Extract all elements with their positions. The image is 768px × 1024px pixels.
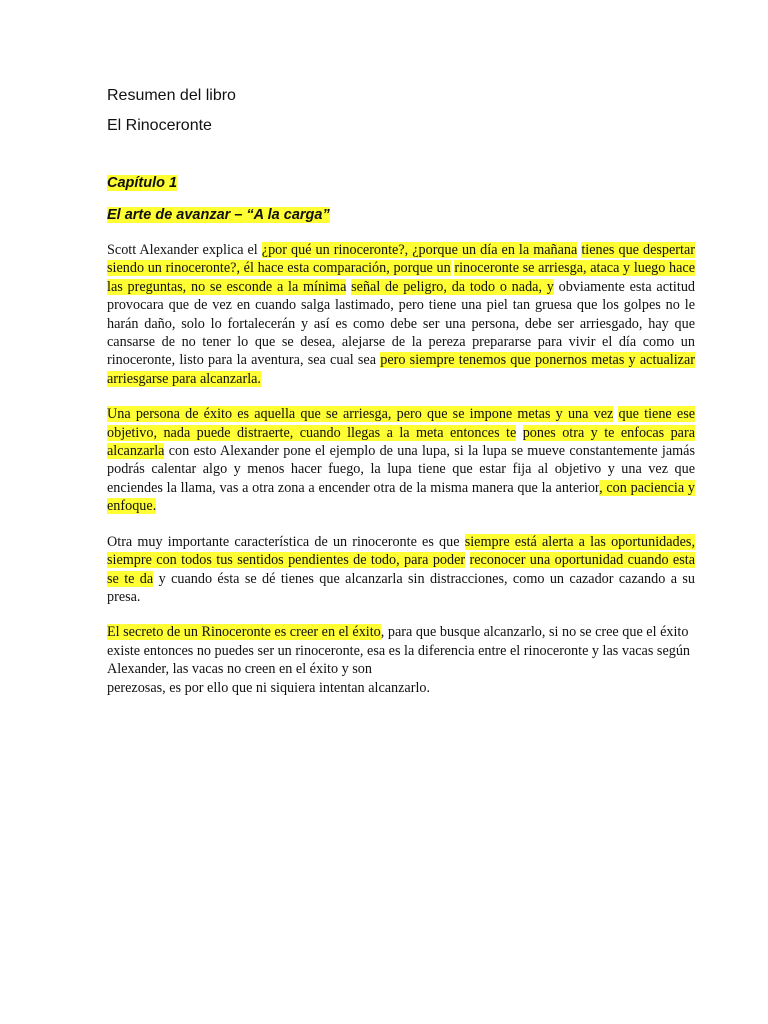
body-text: perezosas, es por ello que ni siquiera intentan alcanzarlo. — [107, 679, 431, 696]
highlighted-text: pones otra y te enfocas para alcanzarla — [107, 424, 696, 460]
chapter-number-text: Capítulo 1 — [107, 175, 178, 191]
highlighted-text: que tiene ese objetivo, nada puede distraerte, cuando llegas a la meta entonces te — [107, 406, 696, 441]
paragraph-3 — [107, 533, 695, 607]
document-page — [107, 86, 695, 697]
highlighted-text: El secreto de un Rinoceronte es creer en el éxito — [107, 624, 381, 641]
body-text — [465, 552, 469, 568]
chapter-number — [107, 174, 695, 192]
paragraph-2 — [107, 405, 695, 515]
body-text: obviamente esta actitud provocara que de vez en cuando salga lastimado, pero tiene una piel tan gruesa que los golpes no le harán daño, solo lo fortalecerán y así es como debe ser una persona, debe ser arriesgado, hay que cansarse de no tener lo que se desea, alejarse de la pereza prepararse para vivir el día como un rinoceronte, listo para la aventura, sea cual sea — [107, 278, 696, 369]
highlighted-text: , con paciencia y — [599, 479, 695, 496]
highlighted-text: enfoque. — [107, 498, 157, 515]
paragraph-4 — [107, 623, 695, 697]
highlighted-text: tienes que despertar siendo un rinoceronte?, él hace esta comparación, porque un — [107, 242, 695, 277]
body-text — [516, 425, 522, 441]
highlighted-text: siempre está alerta a las oportunidades, siempre con todos tus sentidos pendientes de todo, para poder — [107, 533, 695, 569]
chapter-subtitle-text: El arte de avanzar – “A la carga” — [107, 207, 330, 223]
highlighted-text: rinoceronte se arriesga, ataca y luego hace las preguntas, no se esconde a la mínima — [107, 260, 695, 295]
body-text: y cuando ésta se dé tienes que alcanzarla sin distracciones, como un cazador cazando a su presa. — [107, 570, 696, 605]
highlighted-text: reconocer una oportunidad cuando esta se te da — [107, 552, 695, 587]
body-text: Scott Alexander explica el — [107, 242, 262, 258]
highlighted-text: ¿por qué un rinoceronte?, ¿porque un día en la mañana — [261, 242, 578, 258]
chapter-subtitle — [107, 206, 695, 224]
paragraph-1 — [107, 241, 695, 388]
body-text: , para que busque alcanzarlo, si no se cree que el éxito existe entonces no puedes ser un rinoceronte, esa es la diferencia entre el rinoceronte y las vacas según Alexander, las vacas no creen en el éxito y son — [107, 624, 691, 678]
highlighted-text: señal de peligro, da todo o nada, y — [351, 278, 554, 295]
body-text: con esto Alexander pone el ejemplo de una lupa, si la lupa se mueve constantemente jamás podrás calentar algo y menos hacer fuego, la lupa tiene que estar fija al objetivo y una vez que enciendes la llama, vas a otra zona a encender otra de la misma manera que la anterior — [107, 443, 695, 496]
book-title: El Rinoceronte — [107, 117, 212, 134]
highlighted-text: Una persona de éxito es aquella que se arriesga, pero que se impone metas y una vez — [107, 406, 614, 423]
body-text: Otra muy importante característica de un rinoceronte es que — [107, 533, 465, 550]
summary-heading: Resumen del libro — [107, 87, 236, 104]
highlighted-text: pero siempre tenemos que ponernos metas y actualizar arriesgarse para alcanzarla. — [107, 352, 696, 387]
